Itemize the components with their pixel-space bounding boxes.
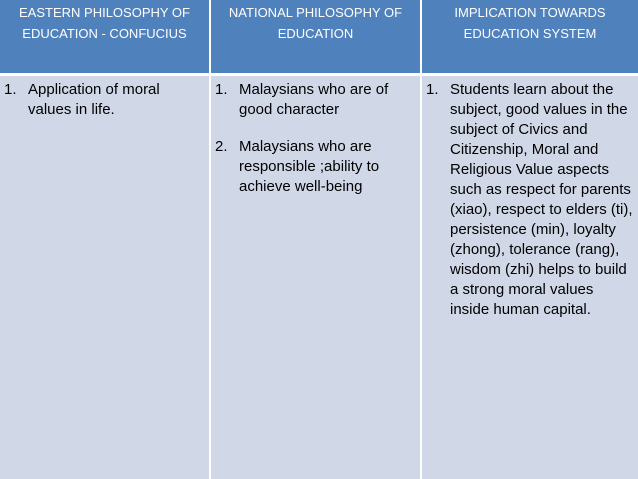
list-item-text: Students learn about the subject, good values in the subject of Civics and Citizenship, Moral and Religious Value aspects such as respect for parents (xiao), respect to elders (ti), persistence (min), loyalty (zhong), tolerance (rang), wisdom (zhi) helps to build a strong moral values inside human capital. bbox=[450, 80, 633, 318]
list-item-number: 1. bbox=[215, 80, 228, 98]
list-item bbox=[215, 80, 416, 120]
list-item-text: Application of moral values in life. bbox=[28, 80, 160, 118]
list-item-number: 1. bbox=[426, 80, 439, 98]
list-national-philosophy bbox=[215, 80, 416, 197]
table-header-row bbox=[0, 0, 638, 74]
list-item bbox=[426, 80, 634, 320]
header-national-philosophy: NATIONAL PHILOSOPHY OF EDUCATION bbox=[210, 0, 421, 74]
cell-eastern-philosophy bbox=[0, 74, 210, 479]
list-item bbox=[4, 80, 205, 120]
list-item bbox=[215, 137, 416, 197]
cell-national-philosophy bbox=[210, 74, 421, 479]
header-implication: IMPLICATION TOWARDS EDUCATION SYSTEM bbox=[421, 0, 638, 74]
list-eastern-philosophy bbox=[4, 80, 205, 120]
cell-implication bbox=[421, 74, 638, 479]
header-eastern-philosophy: EASTERN PHILOSOPHY OF EDUCATION - CONFUCIUS bbox=[0, 0, 210, 74]
list-implication bbox=[426, 80, 634, 320]
list-item-number: 1. bbox=[4, 80, 17, 98]
list-item-text: Malaysians who are of good character bbox=[239, 80, 389, 118]
list-item-text: Malaysians who are responsible ;ability to achieve well-being bbox=[239, 137, 380, 195]
table-row bbox=[0, 74, 638, 479]
list-item-number: 2. bbox=[215, 137, 228, 155]
